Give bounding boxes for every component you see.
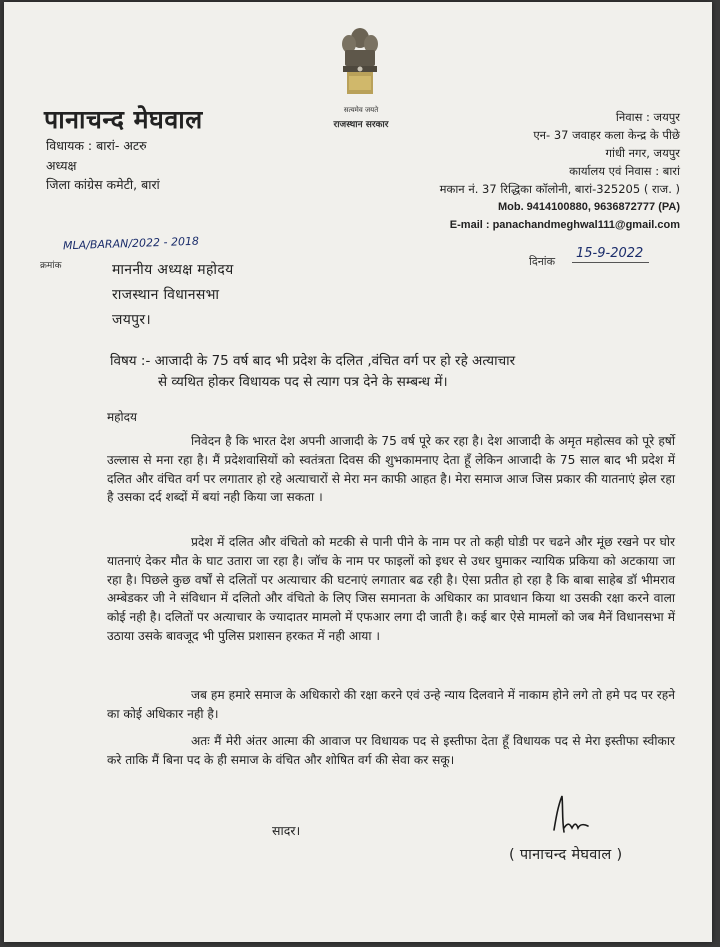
designation-committee: जिला कांग्रेस कमेटी, बारां bbox=[46, 177, 160, 192]
body-paragraph-1: निवेदन है कि भारत देश अपनी आजादी के 75 वर्ष पूरे कर रहा है। देश आजादी के अमृत महोत्सव को पूरे हर्षो उल्लास से मना रहा है। मैं प्रदेशवासियों को स्वतंत्रता दिवस की शुभकामनाए देता हूँ लेकिन आजादी के 75 साल बाद भी प्रदेश में दलित और वंचित वर्ग पर लगातार हो रहे अत्याचारों से मेरा मन काफी आहत है। मेरा समाज आज जिस प्रकार की यातनाएं झेल रहा है उसका दर्द शब्दों में बयां नही किया जा सकता । bbox=[107, 434, 675, 505]
date-value: 15-9-2022 bbox=[572, 246, 649, 263]
body-paragraph-4: अतः मैं मेरी अंतर आत्मा की आवाज पर विधायक पद से इस्तीफा देता हूँ विधायक पद से मेरा इस्तीफा स्वीकार करे ताकि मैं बिना पद के ही समाज के वंचित और शोषित वर्ग की सेवा कर सकू। bbox=[107, 734, 675, 767]
signatory-name: ( पानाचन्द मेघवाल ) bbox=[509, 847, 623, 863]
office-label: कार्यालय एवं निवास : बारां bbox=[569, 164, 680, 178]
subject bbox=[110, 351, 670, 393]
contact-block bbox=[440, 108, 680, 234]
state-emblem-icon bbox=[337, 24, 383, 104]
office-address: मकान नं. 37 रिद्धिका कॉलोनी, बारां-325205 ( राज. ) bbox=[439, 182, 680, 196]
emblem-govt-label: राजस्थान सरकार bbox=[333, 120, 389, 130]
designation-president: अध्यक्ष bbox=[46, 158, 77, 173]
residence-line1: एन- 37 जवाहर कला केन्द्र के पीछे bbox=[533, 128, 680, 142]
closing-text: सादर। bbox=[272, 823, 301, 838]
residence-label: निवास : जयपुर bbox=[615, 110, 680, 124]
letter-sheet bbox=[4, 2, 712, 942]
subject-line1: विषय :- आजादी के 75 वर्ष बाद भी प्रदेश के दलित ,वंचित वर्ग पर हो रहे अत्याचार bbox=[110, 353, 516, 369]
reference-number: MLA/BARAN/2022 - 2018 bbox=[62, 234, 200, 253]
salutation: महोदय bbox=[107, 410, 137, 424]
mobile-numbers: Mob. 9414100880, 9636872777 (PA) bbox=[497, 201, 680, 213]
subject-line2: से व्यथित होकर विधायक पद से त्याग पत्र देने के सम्बन्ध में। bbox=[158, 374, 448, 390]
addressee-line2: राजस्थान विधानसभा bbox=[112, 287, 220, 303]
residence-line2: गांधी नगर, जयपुर bbox=[605, 146, 680, 160]
body-paragraph-3: जब हम हमारे समाज के अधिकारो की रक्षा करने एवं उन्हे न्याय दिलवाने में नाकाम होने लगे तो हमे पद पर रहने का कोई अधिकार नही है। bbox=[107, 688, 675, 721]
handwritten-signature-icon bbox=[548, 788, 594, 838]
addressee-line1: माननीय अध्यक्ष महोदय bbox=[112, 262, 234, 278]
reference-label: क्रमांक bbox=[40, 261, 62, 271]
date-label: दिनांक bbox=[529, 255, 556, 268]
body-paragraph-2: प्रदेश में दलित और वंचितो को मटकी से पानी पीने के नाम पर तो कही घोडी पर चढने और मूंछ रखने पर घोर यातनाएं देकर मौत के घाट उतारा जा रहा है। जॉच के नाम पर फाइलों को इधर से उधर घुमाकर न्यायिक प्रकिया को अटकाया जा रहा है। पिछले कुछ वर्षों से दलितों पर अत्याचार की घटनाएं लगातार बढ रही है। ऐसा प्रतीत हो रहा है कि बाबा साहेब डॉ भीमराव अम्बेडकर जी ने संविधान में दलितो और वंचितो के लिए जिस समानता के अधिकार का प्रावधान किया था उसकी रक्षा करने वाला कोई नही है। दलितों पर अत्याचार के ज्यादातर मामलो में एफआर लगा दी जाती है। कई बार ऐसे मामलों को जब मैनें विधानसभा में उठाया उसके बावजूद भी पुलिस प्रशासन हरकत में नही आया । bbox=[107, 535, 675, 643]
email-address: E-mail : panachandmeghwal111@gmail.com bbox=[449, 219, 680, 231]
letterhead-name: पानाचन्द मेघवाल bbox=[44, 105, 203, 134]
designation-mla: विधायक : बारां- अटरु bbox=[46, 138, 147, 153]
emblem-motto: सत्यमेव जयते bbox=[343, 106, 379, 114]
addressee-line3: जयपुर। bbox=[112, 312, 151, 328]
